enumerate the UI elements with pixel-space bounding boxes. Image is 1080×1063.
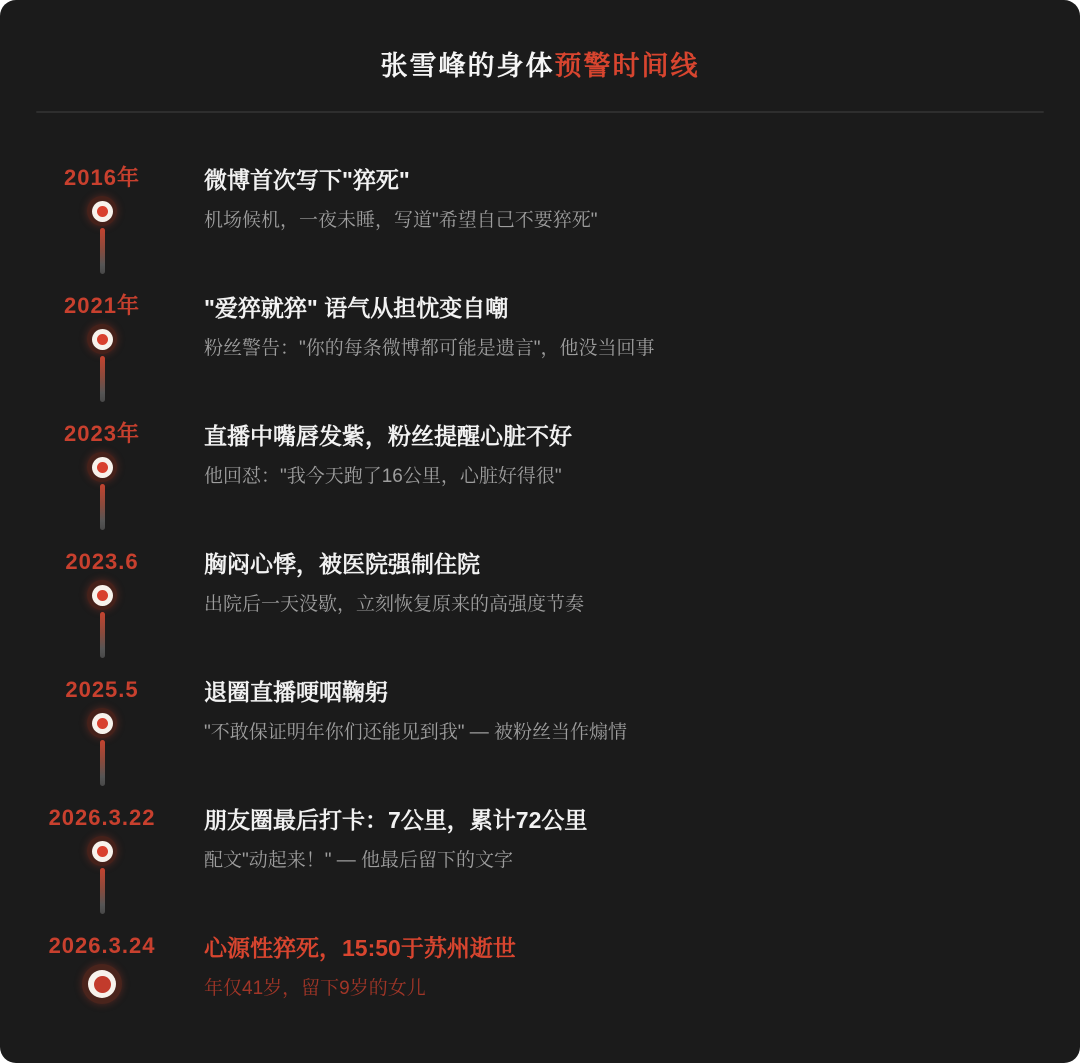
entry-subtitle: "不敢保证明年你们还能见到我" — 被粉丝当作煽情 — [204, 722, 628, 743]
timeline-entry-left — [0, 933, 204, 1004]
timeline-stem — [100, 868, 105, 914]
timeline-dot-core — [94, 976, 111, 993]
page-title-accent: 预警时间线 — [554, 51, 700, 81]
entry-subtitle: 粉丝警告："你的每条微博都可能是遗言"，他没当回事 — [204, 338, 655, 359]
entry-subtitle: 出院后一天没歇，立刻恢复原来的高强度节奏 — [204, 594, 585, 615]
entry-title: 微博首次写下"猝死" — [204, 167, 410, 193]
timeline-dot-ring — [92, 841, 113, 862]
timeline-entry-content — [204, 293, 655, 360]
timeline-entry-left — [0, 421, 204, 530]
entry-date: 2026.3.24 — [48, 933, 156, 958]
timeline-stem — [100, 612, 105, 658]
timeline-entry — [0, 421, 1080, 530]
entry-date: 2023年 — [64, 421, 140, 446]
timeline-dot-core — [97, 206, 108, 217]
entry-title: 朋友圈最后打卡：7公里，累计72公里 — [204, 807, 588, 833]
timeline-dot-ring — [92, 201, 113, 222]
timeline-dot-ring — [88, 970, 116, 998]
timeline-dot-core — [97, 718, 108, 729]
entry-title: "爱猝就猝" 语气从担忧变自嘲 — [204, 295, 509, 321]
timeline-entry — [0, 549, 1080, 658]
entry-title: 退圈直播哽咽鞠躬 — [204, 679, 388, 705]
timeline-stem — [100, 484, 105, 530]
timeline-entry-content — [204, 677, 627, 744]
entry-date: 2016年 — [64, 165, 140, 190]
entry-title: 胸闷心悸，被医院强制住院 — [204, 551, 480, 577]
timeline-stem — [100, 356, 105, 402]
timeline-dot-icon — [87, 708, 117, 738]
timeline-entry — [0, 933, 1080, 1004]
timeline-dot-icon — [87, 196, 117, 226]
timeline-entry-left — [0, 805, 204, 914]
timeline-entry-left — [0, 677, 204, 786]
entry-subtitle: 配文"动起来！" — 他最后留下的文字 — [204, 850, 514, 871]
timeline-entry-content — [204, 421, 572, 488]
timeline-entry — [0, 805, 1080, 914]
timeline-dot-core — [97, 462, 108, 473]
entry-date: 2021年 — [64, 293, 140, 318]
timeline-entry — [0, 677, 1080, 786]
timeline-dot-ring — [92, 585, 113, 606]
timeline-dot-ring — [92, 329, 113, 350]
timeline-dot-core — [97, 334, 108, 345]
page-title-main: 张雪峰的身体 — [380, 51, 555, 81]
entry-date: 2026.3.22 — [48, 805, 156, 830]
timeline-entry-content — [204, 165, 598, 232]
timeline-entry-content — [204, 933, 516, 1000]
entry-title: 心源性猝死，15:50于苏州逝世 — [204, 935, 516, 961]
timeline-entry-left — [0, 165, 204, 274]
timeline-dot-ring — [92, 713, 113, 734]
timeline-dot-core — [97, 846, 108, 857]
entry-date: 2023.6 — [65, 549, 139, 574]
timeline-entry-content — [204, 805, 587, 872]
timeline-dot-core — [97, 590, 108, 601]
timeline-dot-ring — [92, 457, 113, 478]
timeline-stem — [100, 228, 105, 274]
timeline — [0, 165, 1080, 1004]
timeline-entry-content — [204, 549, 584, 616]
timeline-stem — [100, 740, 105, 786]
timeline-dot-icon — [87, 580, 117, 610]
timeline-dot-icon — [82, 964, 122, 1004]
entry-title: 直播中嘴唇发紫，粉丝提醒心脏不好 — [204, 423, 572, 449]
entry-subtitle: 机场候机，一夜未睡，写道"希望自己不要猝死" — [204, 210, 598, 231]
timeline-dot-icon — [87, 452, 117, 482]
timeline-entry-left — [0, 293, 204, 402]
timeline-entry — [0, 293, 1080, 402]
entry-subtitle: 他回怼："我今天跑了16公里，心脏好得很" — [204, 466, 562, 487]
timeline-entry-left — [0, 549, 204, 658]
entry-subtitle: 年仅41岁，留下9岁的女儿 — [204, 978, 426, 999]
timeline-dot-icon — [87, 324, 117, 354]
entry-date: 2025.5 — [65, 677, 139, 702]
page-title — [0, 0, 1080, 83]
title-divider — [36, 111, 1044, 113]
timeline-dot-icon — [87, 836, 117, 866]
timeline-entry — [0, 165, 1080, 274]
